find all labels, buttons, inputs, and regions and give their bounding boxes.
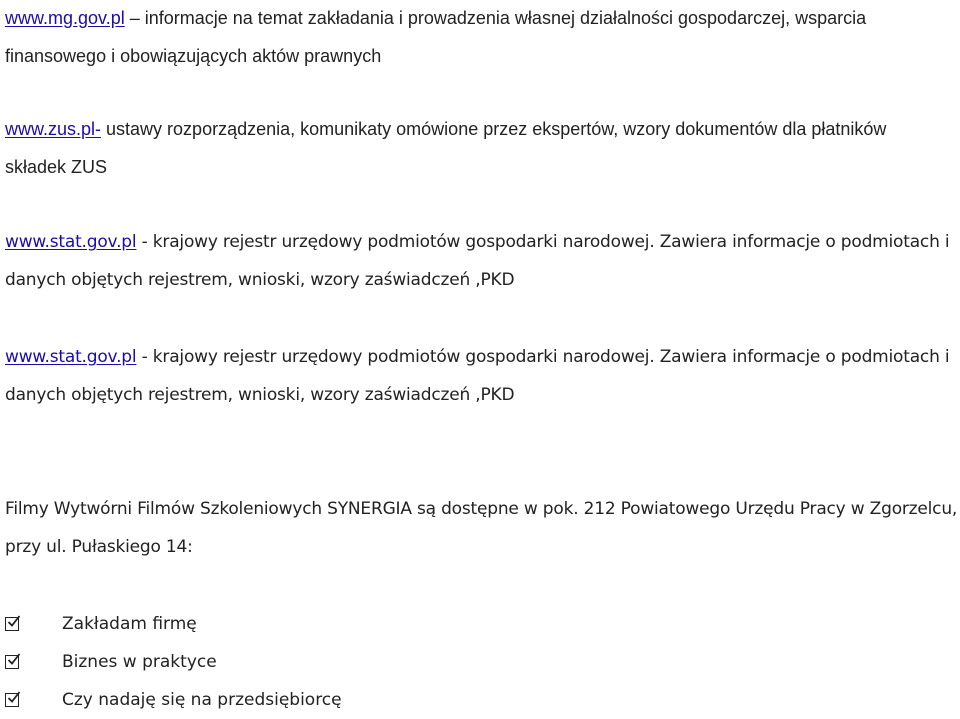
entry-stat-gov-repeat-text: - krajowy rejestr urzędowy podmiotów gospodarki narodowej. Zawiera informacje o podmiotach i danych objętych rejestrem, wnioski, wzory zaświadczeń ,PKD	[5, 347, 950, 405]
checklist-item-label: Biznes w praktyce	[62, 652, 217, 672]
link-stat-gov-repeat[interactable]: www.stat.gov.pl	[5, 347, 137, 367]
checked-box-icon	[5, 693, 19, 707]
link-stat-gov[interactable]: www.stat.gov.pl	[5, 232, 137, 252]
link-zus[interactable]: www.zus.pl-	[5, 119, 102, 139]
checked-box-icon	[5, 655, 19, 669]
entry-zus	[5, 110, 905, 186]
link-mg-gov[interactable]: www.mg.gov.pl	[5, 8, 125, 28]
entry-mg-gov-text: – informacje na temat zakładania i prowadzenia własnej działalności gospodarczej, wsparcia finansowego i obowiązujących aktów prawnych	[5, 8, 867, 66]
entry-stat-gov-text: - krajowy rejestr urzędowy podmiotów gospodarki narodowej. Zawiera informacje o podmiotach i danych objętych rejestrem, wnioski, wzory zaświadczeń ,PKD	[5, 232, 950, 290]
entry-stat-gov	[5, 223, 955, 299]
checklist-item-label: Czy nadaję się na przedsiębiorcę	[62, 690, 342, 710]
checked-box-icon	[5, 617, 19, 631]
entry-mg-gov	[5, 0, 955, 75]
checklist-item-label: Zakładam firmę	[62, 614, 197, 634]
films-intro: Filmy Wytwórni Filmów Szkoleniowych SYNERGIA są dostępne w pok. 212 Powiatowego Urzędu Pracy w Zgorzelcu, przy ul. Pułaskiego 14:	[5, 499, 958, 557]
entry-stat-gov-repeat	[5, 338, 955, 414]
entry-zus-text: ustawy rozporządzenia, komunikaty omówione przez ekspertów, wzory dokumentów dla płatników składek ZUS	[5, 119, 887, 177]
